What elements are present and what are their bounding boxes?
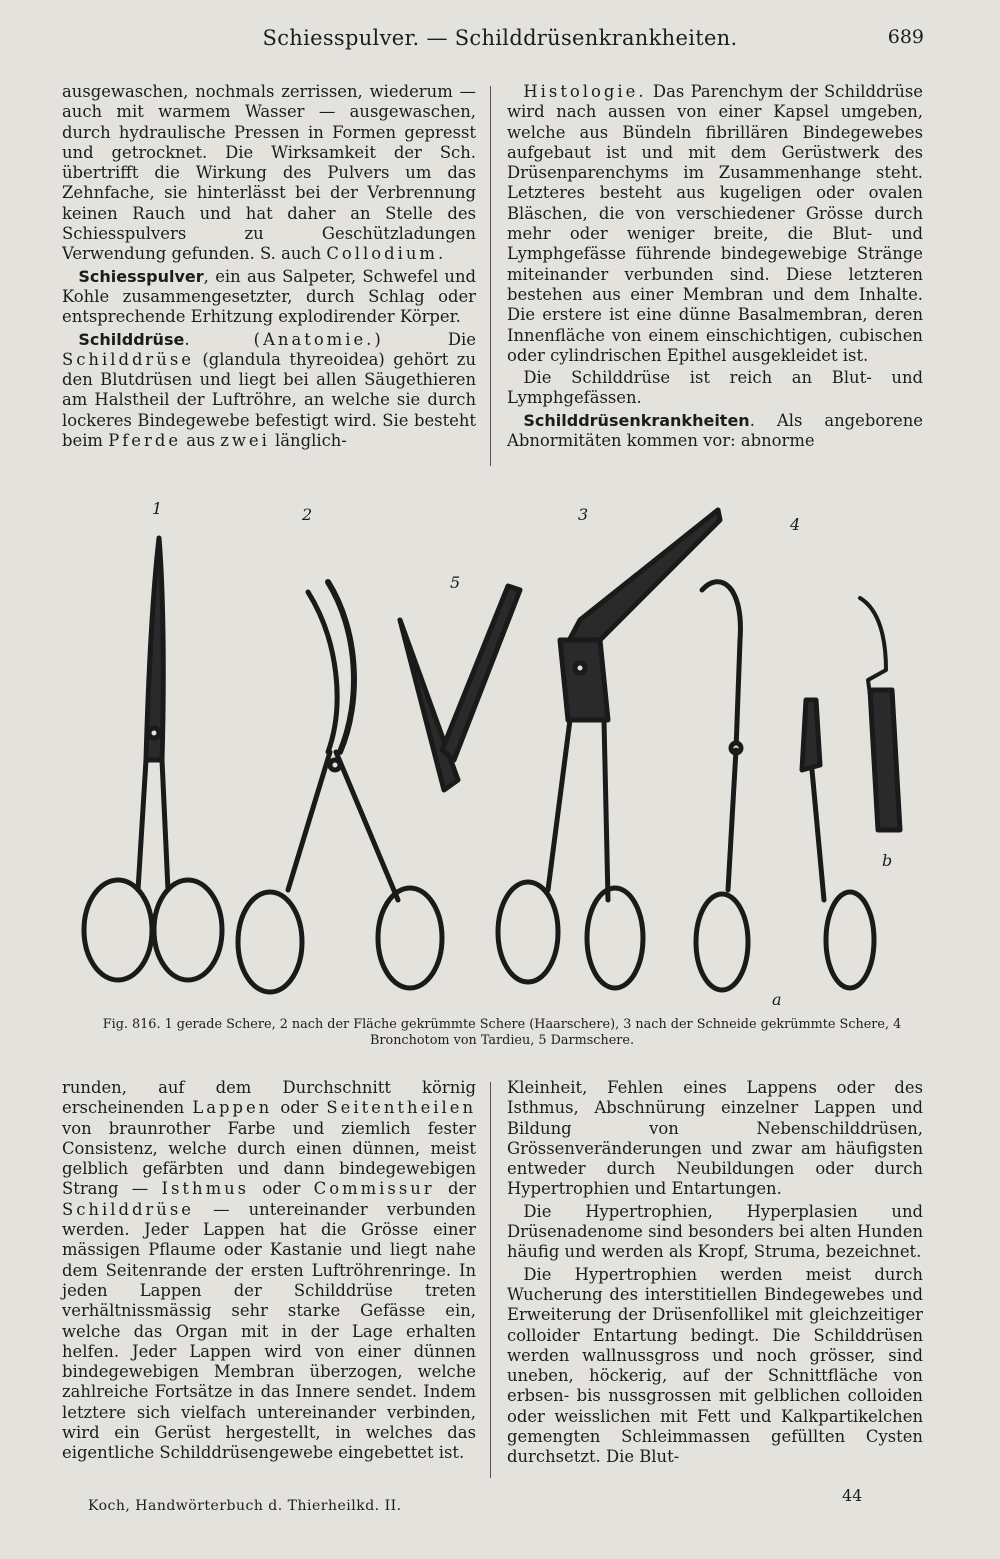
cross-reference: Collodium bbox=[326, 244, 438, 264]
scissors-illustration bbox=[60, 490, 940, 1020]
scissors-5-blade-right bbox=[442, 586, 520, 760]
scissors-1-ring-left bbox=[84, 880, 152, 980]
paragraph-text: aus bbox=[181, 431, 215, 451]
figure-label-4: 4 bbox=[790, 515, 801, 534]
column-rule-bottom bbox=[490, 1082, 491, 1478]
column-top-left bbox=[62, 82, 476, 451]
section-label: (Anatomie.) bbox=[253, 329, 384, 349]
scissors-2-blade-inner bbox=[308, 592, 337, 752]
paragraph-text: — untereinander verbunden werden. Jeder Lappen hat die Grösse einer mässigen Pflaume oder Kastanie und liegt nahe dem Seitenrande der ersten Luftröhrenringe. In jeden Lappen der Schilddrüse treten verhältnissmässig sehr starke Gefässe ein, welche das Organ mit in der Lage erhalten helfen. Jeder Lappen wird von einer dünnen bindegewebigen Membran überzogen, welche zahlreiche Fortsätze in das Innere sendet. Indem letztere sich vielfach untereinander verbinden, wird ein Gerüst hergestellt, in welches das eigentliche Schilddrüsengewebe eingebettet ist. bbox=[62, 1199, 476, 1463]
bronchotome-ring-b bbox=[826, 892, 874, 988]
signature-mark: 44 bbox=[842, 1486, 863, 1505]
paragraph bbox=[507, 1078, 923, 1200]
paragraph-text: . bbox=[437, 244, 444, 264]
column-bottom-left bbox=[62, 1078, 476, 1464]
paragraph-text: Die Hypertrophien werden meist durch Wucherung des interstitiellen Bindegewebes und Erweiterung der Drüsenfollikel mit gleichzeitiger colloider Entartung bedingt. Die Schilddrüsen werden wallnussgross und noch grösser, sind uneben, höckerig, auf der Schnittfläche von erbsen- bis nussgrossen mit gelblichen colloiden oder weisslichen mit Fett und Kalkpartikelchen gemengten Schleimmassen gefüllten Cysten durchsetzt. Die Blut- bbox=[507, 1264, 923, 1467]
spaced-term: Lappen bbox=[192, 1098, 273, 1118]
paragraph-text: . Als angeborene Abnormitäten kommen vor: abnorme bbox=[507, 410, 923, 451]
column-rule-top bbox=[490, 86, 491, 466]
scissors-3-shank-right bbox=[604, 720, 608, 900]
paragraph bbox=[507, 1202, 923, 1263]
scissors-2-ring-left bbox=[238, 892, 302, 992]
figure-label-1: 1 bbox=[152, 499, 163, 518]
scissors-3-body bbox=[560, 640, 608, 720]
paragraph-text: oder bbox=[272, 1098, 319, 1118]
paragraph-text: Kleinheit, Fehlen eines Lappens oder des Isthmus, Abschnürung einzelner Lappen und Bildung von Nebenschilddrüsen, Grössenveränderungen und zwar am häufigsten entweder durch Neubildungen oder durch Hypertrophien und Entartungen. bbox=[507, 1078, 923, 1199]
spaced-term: Schilddrüse bbox=[62, 349, 194, 369]
spaced-term: Seitentheilen bbox=[326, 1098, 477, 1118]
scissors-2-screw bbox=[330, 760, 340, 770]
entry-headword: Schilddrüse bbox=[78, 329, 185, 349]
scissors-1-shank-left bbox=[138, 760, 146, 890]
figure-label-b: b bbox=[882, 851, 893, 870]
scissors-1-shank-right bbox=[162, 760, 168, 890]
scissors-2-shank-left bbox=[288, 752, 330, 890]
spaced-term: Schilddrüse bbox=[62, 1199, 194, 1219]
paragraph-text: oder bbox=[249, 1179, 301, 1199]
spaced-term: Pferde bbox=[108, 431, 182, 451]
spaced-term: Isthmus bbox=[161, 1179, 250, 1199]
paragraph-text: (glandula thyreoidea) gehört zu den Blutdrüsen und liegt bei allen Säugethieren am Halstheil der Luftröhre, an welche sie durch lockeres Bindegewebe befestigt wird. Sie besteht beim bbox=[62, 349, 476, 451]
scissors-1-ring-right bbox=[154, 880, 222, 980]
paragraph bbox=[62, 82, 476, 265]
entry-headword: Schilddrüsenkrankheiten bbox=[523, 410, 750, 430]
scissors-3-blade bbox=[564, 510, 720, 650]
figure-label-5: 5 bbox=[450, 573, 461, 592]
figure-label-a: a bbox=[772, 990, 782, 1009]
spaced-term: Commissur bbox=[313, 1179, 435, 1199]
paragraph-text: runden, auf dem Durchschnitt körnig erscheinenden bbox=[62, 1078, 476, 1118]
paragraph bbox=[507, 1265, 923, 1468]
paragraph-text: der bbox=[434, 1179, 476, 1199]
running-header: Schiesspulver. — Schilddrüsenkrankheiten. bbox=[262, 26, 738, 50]
scissors-2-ring-right bbox=[378, 888, 442, 988]
paragraph bbox=[507, 368, 923, 409]
scissors-5-blade-left bbox=[400, 620, 458, 790]
scissors-2-shank-right bbox=[336, 752, 398, 900]
spaced-term: zwei bbox=[220, 431, 270, 451]
column-bottom-right bbox=[507, 1078, 923, 1468]
bronchotome-blade-b bbox=[870, 690, 900, 830]
entry-schiesspulver bbox=[62, 267, 476, 328]
scissors-3-screw bbox=[575, 663, 585, 673]
scissors-3-shank-left bbox=[548, 720, 570, 890]
paragraph-text: Das Parenchym der Schilddrüse wird nach aussen von einer Kapsel umgeben, welche aus Bündeln fibrillären Bindegewebes aufgebaut ist und mit dem Gerüstwerk des Drüsenparenchyms im Zusammenhange steht. Letzteres besteht aus kugeligen oder ovalen Bläschen, die von verschiedener Grösse durch mehr oder weniger breite, die Blut- und Lymphgefässe führende bindegewebige Stränge miteinander verbunden sind. Diese letzteren bestehen aus einer Membran und dem Inhalte. Die erstere ist eine dünne Basalmembran, deren Innenfläche von einem einschichtigen, cubischen oder cylindrischen Epithel ausgekleidet ist. bbox=[507, 82, 923, 365]
scissors-3-ring-right bbox=[587, 888, 643, 988]
entry-schilddruese: Schilddrüse. (Anatomie.) Die Schilddrüse (glandula thyreoidea) gehört zu den Blutdrüsen und liegt bei allen Säugethieren am Halstheil der Luftröhre, an welche sie durch lockeres Bindegewebe befestigt wird. Sie besteht beim Pferde aus zwei länglich- bbox=[62, 329, 476, 451]
paragraph-text: von braunrother Farbe und ziemlich fester Consistenz, welche durch einen dünnen, meist gelblich gefärbten und dann bindegewebigen Strang — bbox=[62, 1118, 476, 1199]
figure-label-3: 3 bbox=[578, 505, 589, 524]
bronchotome-blade-a bbox=[802, 700, 820, 770]
paragraph bbox=[62, 1078, 476, 1464]
bronchotome-shank bbox=[728, 750, 736, 890]
paragraph-text: ausgewaschen, nochmals zerrissen, wiederum — auch mit warmem Wasser — ausgewaschen, durch hydraulische Pressen in Formen gepresst und getrocknet. Die Wirksamkeit der Sch. übertrifft die Wirkung des Pulvers um das Zehnfache, sie hinterlässt bei der Verbrennung keinen Rauch und hat daher an Stelle des Schiesspulvers zu Geschützladungen Verwendung gefunden. S. auch bbox=[62, 82, 476, 264]
footer-imprint: Koch, Handwörterbuch d. Thierheilkd. II. bbox=[88, 1498, 402, 1514]
paragraph-text: , ein aus Salpeter, Schwefel und Kohle zusammengesetzter, durch Schlag oder entsprechende Erhitzung explodirender Körper. bbox=[62, 266, 476, 327]
scissors-1-screw bbox=[149, 728, 159, 738]
bronchotome-shank-a bbox=[812, 770, 824, 900]
section-label: Histologie. bbox=[523, 82, 647, 101]
paragraph-text: länglich- bbox=[269, 431, 347, 451]
paragraph-text: Die bbox=[383, 329, 476, 349]
entry-headword: Schiesspulver bbox=[78, 266, 204, 286]
bronchotome-hook bbox=[702, 582, 740, 750]
scissors-2-blade bbox=[328, 582, 354, 752]
paragraph-histologie bbox=[507, 82, 923, 366]
paragraph-text: Die Schilddrüse ist reich an Blut- und Lymphgefässen. bbox=[507, 368, 923, 408]
paragraph-text: Die Hypertrophien, Hyperplasien und Drüsenadenome sind besonders bei alten Hunden häufig und werden als Kropf, Struma, bezeichnet. bbox=[507, 1201, 923, 1262]
figure-caption: Fig. 816. 1 gerade Schere, 2 nach der Fläche gekrümmte Schere (Haarschere), 3 nach der Schneide gekrümmte Schere, 4 Bronchotom von Tardieu, 5 Darmschere. bbox=[102, 1017, 902, 1048]
entry-schilddruesenkrankheiten bbox=[507, 411, 923, 452]
figure-label-2: 2 bbox=[302, 505, 313, 524]
bronchotome-ring-a bbox=[696, 894, 748, 990]
column-top-right bbox=[507, 82, 923, 451]
scissors-3-ring-left bbox=[498, 882, 558, 982]
page-number: 689 bbox=[887, 26, 924, 48]
